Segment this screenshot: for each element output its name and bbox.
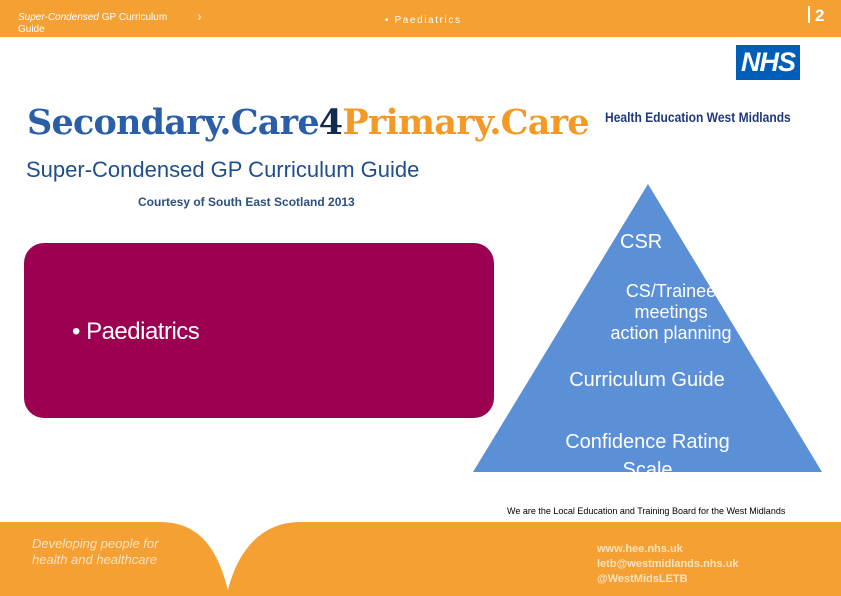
- footer-tagline: Developing people for health and healthcare: [32, 536, 159, 567]
- pyramid-level-confidence-line2: Scale: [622, 459, 673, 481]
- pyramid-level-meetings-line1: CS/Trainee: [625, 281, 717, 301]
- page-subtitle: Super-Condensed GP Curriculum Guide: [26, 157, 420, 182]
- footer-contacts: [597, 542, 739, 587]
- courtesy-note: Courtesy of South East Scotland 2013: [138, 195, 355, 209]
- pyramid-level-meetings-line2: meetings: [634, 302, 708, 322]
- brand-part-secondary: Secondary.Care: [27, 102, 319, 143]
- guide-title-rest: GP Curriculum Guide: [18, 12, 168, 35]
- guide-title-italic: Super-Condensed: [18, 12, 99, 23]
- chevron-right-icon: ›: [197, 8, 202, 25]
- organisation-logo: Health Education West Midlands: [605, 109, 791, 125]
- pyramid-level-confidence-line1: Confidence Rating: [565, 431, 730, 453]
- footer-website-link[interactable]: www.hee.nhs.uk: [597, 543, 683, 555]
- page-number-value: 2: [815, 6, 825, 25]
- pyramid-level-meetings-line3: action planning: [610, 323, 732, 343]
- letb-statement: We are the Local Education and Training Board for the West Midlands: [507, 506, 786, 516]
- pyramid-level-curriculum-guide: Curriculum Guide: [569, 369, 725, 391]
- pyramid-level-csr: CSR: [620, 231, 663, 253]
- header-topic: • Paediatrics: [385, 15, 462, 26]
- brand-part-4: 4: [318, 102, 343, 143]
- topic-panel-item: • Paediatrics: [72, 318, 200, 345]
- brand-part-primary: Primary.Care: [342, 102, 589, 143]
- pyramid-level-confidence-rating: [545, 428, 750, 484]
- nhs-logo: NHS: [736, 45, 800, 80]
- footer-email-link[interactable]: letb@westmidlands.nhs.uk: [597, 558, 739, 570]
- footer-twitter-link[interactable]: @WestMidsLETB: [597, 573, 688, 585]
- pyramid-level-meetings: [596, 281, 746, 344]
